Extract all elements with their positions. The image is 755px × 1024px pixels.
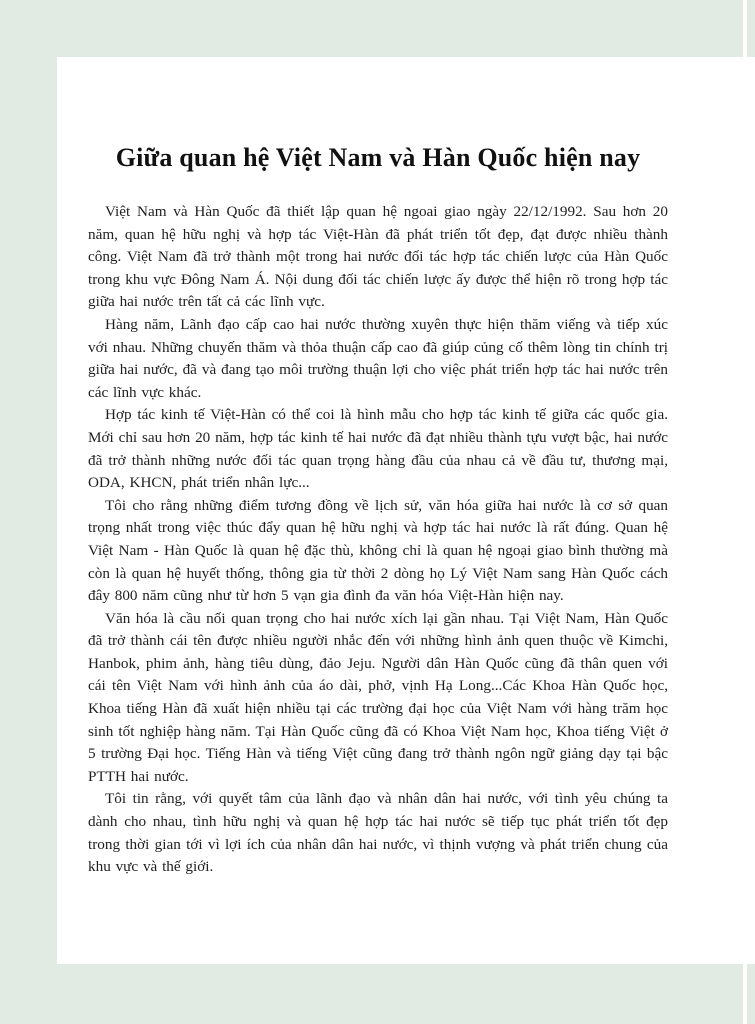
document-page — [57, 57, 755, 964]
document-body — [88, 201, 668, 879]
paragraph: Tôi tin rằng, với quyết tâm của lãnh đạo và nhân dân hai nước, với tình yêu chúng ta dành cho nhau, tình hữu nghị và quan hệ hợp tác hai nước sẽ tiếp tục phát triển tốt đẹp trong thời gian tới vì lợi ích của nhân dân hai nước, vì thịnh vượng và phát triển chung của khu vực và thế giới. — [88, 790, 668, 876]
paragraph: Tôi cho rằng những điểm tương đồng về lịch sử, văn hóa giữa hai nước là cơ sở quan trọng nhất trong việc thúc đẩy quan hệ hữu nghị và hợp tác hai nước là rất đúng. Quan hệ Việt Nam - Hàn Quốc là quan hệ đặc thù, không chỉ là quan hệ ngoại giao bình thường mà còn là quan hệ huyết thống, thông gia từ thời 2 dòng họ Lý Việt Nam sang Hàn Quốc cách đây 800 năm cũng như từ hơn 5 vạn gia đình đa văn hóa Việt-Hàn hiện nay. — [88, 496, 668, 605]
paragraph: Hợp tác kinh tế Việt-Hàn có thể coi là hình mẫu cho hợp tác kinh tế giữa các quốc gia. Mới chỉ sau hơn 20 năm, hợp tác kinh tế hai nước đã đạt nhiều thành tựu vượt bậc, hai nước đã trở thành những nước đối tác quan trọng hàng đầu của nhau cả về đầu tư, thương mại, ODA, KHCN, phát triển nhân lực... — [88, 406, 668, 492]
paragraph: Hàng năm, Lãnh đạo cấp cao hai nước thường xuyên thực hiện thăm viếng và tiếp xúc với nhau. Những chuyến thăm và thỏa thuận cấp cao đã giúp củng cố thêm lòng tin chính trị giữa hai nước, đã và đang tạo môi trường thuận lợi cho việc phát triển hợp tác hai nước trên các lĩnh vực khác. — [88, 315, 668, 401]
paragraph: Văn hóa là cầu nối quan trọng cho hai nước xích lại gần nhau. Tại Việt Nam, Hàn Quốc đã trở thành cái tên được nhiều người nhắc đến với những hình ảnh quen thuộc về Kimchi, Hanbok, phim ảnh, hàng tiêu dùng, đảo Jeju. Người dân Hàn Quốc cũng đã thân quen với cái tên Việt Nam với hình ảnh của áo dài, phở, vịnh Hạ Long...Các Khoa Hàn Quốc học, Khoa tiếng Hàn đã xuất hiện nhiều tại các trường đại học của Việt Nam với hàng trăm học sinh tốt nghiệp hàng năm. Tại Hàn Quốc cũng đã có Khoa Việt Nam học, Khoa tiếng Việt ở 5 trường Đại học. Tiếng Hàn và tiếng Việt cũng đang trở thành ngôn ngữ giảng dạy tại bậc PTTH hai nước. — [88, 609, 668, 785]
paragraph: Việt Nam và Hàn Quốc đã thiết lập quan hệ ngoai giao ngày 22/12/1992. Sau hơn 20 năm, quan hệ hữu nghị và hợp tác Việt-Hàn đã phát triển tốt đẹp, đạt được nhiều thành công. Việt Nam đã trở thành một trong hai nước đối tác hợp tác chiến lược của Hàn Quốc trong khu vực Đông Nam Á. Nội dung đối tác chiến lược ấy được thể hiện rõ trong hợp tác giữa hai nước trên tất cả các lĩnh vực. — [88, 203, 668, 311]
page-title: Giữa quan hệ Việt Nam và Hàn Quốc hiện nay — [115, 143, 641, 172]
document-content — [88, 143, 668, 879]
